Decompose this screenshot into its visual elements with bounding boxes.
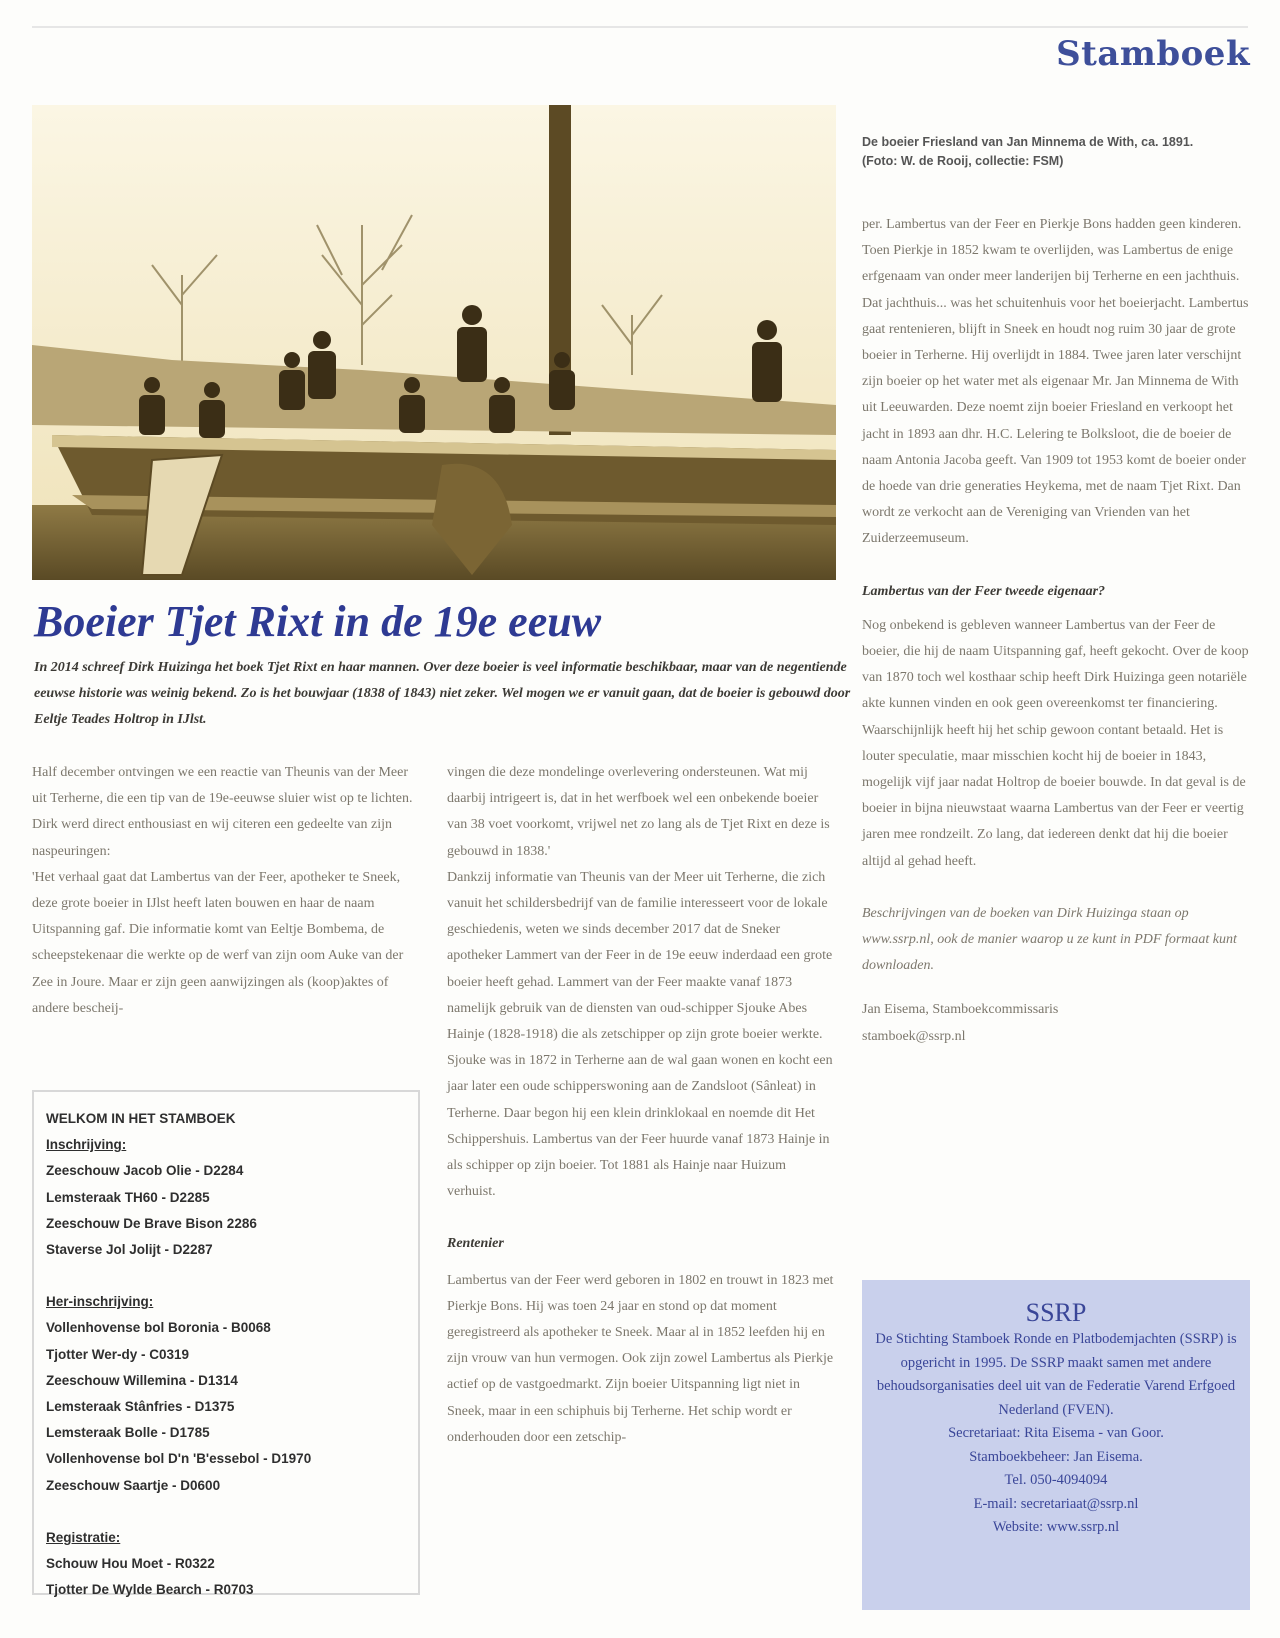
paragraph: vingen die deze mondelinge overlevering ondersteunen. Wat mij daarbij intrigeert is, dat in het werfboek wel een onbekende boeier van 38 voet voorkomt, vrijwel net zo lang als de Tjet Rixt en deze is gebouwd in 1838.' xyxy=(447,765,830,859)
author-name: Jan Eisema, Stamboekcommissaris xyxy=(862,1002,1059,1018)
paragraph: Lambertus van der Feer werd geboren in 1802 en trouwt in 1823 met Pierkje Bons. Hij was toen 24 jaar en stond op dat moment geregistreerd als apotheker te Sneek. Maar al in 1852 leefden hij en zijn vrouw van hun vermogen. Ook zijn zowel Lambertus als Pierkje actief op de vastgoedmarkt. Zijn boeier Uitspanning ligt niet in Sneek, maar in een schiphuis bij Terherne. Het schip wordt er onderhouden door een zetschip- xyxy=(447,1272,834,1445)
list-item: Lemsteraak Stânfries - D1375 xyxy=(46,1399,235,1415)
photo-caption: De boeier Friesland van Jan Minnema de With, ca. 1891. (Foto: W. de Rooij, collectie: FSM) xyxy=(862,135,1194,168)
paragraph: Nog onbekend is gebleven wanneer Lambertus van der Feer de boeier, die hij de naam Uitspanning gaf, heeft gekocht. Over de koop van 1870 toch wel kosthaar schip heeft Dirk Huizinga geen notariële akte kunnen vinden en ook geen overeenkomst ter financiering. Waarschijnlijk heeft hij het schip gewoon contant betaald. Het is louter speculatie, maar misschien kocht hij de boeier in 1843, mogelijk vijf jaar nadat Holtrop de boeier bouwde. In dat geval is de boeier in bijna nieuwstaat waarna Lambertus van der Feer er veertig jaren mee rondzeilt. Zo lang, dat iedereen denkt dat hij die boeier altijd al gehad heeft. xyxy=(862,617,1249,869)
list-item: Vollenhovense bol D'n 'B'essebol - D1970 xyxy=(46,1451,312,1467)
ssrp-website-link[interactable]: Website: www.ssrp.nl xyxy=(992,1519,1120,1535)
list-item: Zeeschouw Jacob Olie - D2284 xyxy=(46,1163,244,1179)
ssrp-phone: Tel. 050-4094094 xyxy=(1004,1472,1108,1488)
section-heading-inschrijving: Inschrijving: xyxy=(46,1137,127,1153)
list-item: Lemsteraak Bolle - D1785 xyxy=(46,1425,210,1441)
article-column-1 xyxy=(32,760,417,1022)
ssrp-email-link[interactable]: E-mail: secretariaat@ssrp.nl xyxy=(973,1495,1139,1512)
books-note: Beschrijvingen van de boeken van Dirk Huizinga staan op www.ssrp.nl, ook de manier waarop u ze kunt in PDF formaat kunt downloaden. xyxy=(862,905,1237,974)
ssrp-secretariat: Secretariaat: Rita Eisema - van Goor. xyxy=(948,1425,1164,1441)
welcome-stamboek-box xyxy=(32,1090,420,1598)
article-lead: In 2014 schreef Dirk Huizinga het boek Tjet Rixt en haar mannen. Over deze boeier is veel informatie beschikbaar, maar van de negentiende eeuwse historie was weinig bekend. Zo is het bouwjaar (1838 of 1843) niet zeker. Wel mogen we er vanuit gaan, dat de boeier is gebouwd door Eeltje Teades Holtrop in IJlst. xyxy=(34,660,851,727)
top-rule xyxy=(32,26,1248,28)
list-item: Schouw Hou Moet - R0322 xyxy=(46,1556,215,1572)
paragraph: per. Lambertus van der Feer en Pierkje Bons hadden geen kinderen. Toen Pierkje in 1852 kwam te overlijden, was Lambertus de enige erfgenaam van onder meer landerijen bij Terherne en een jachthuis. Dat jachthuis... was het schuitenhuis voor het boeierjacht. Lambertus gaat rentenieren, blijft in Sneek en houdt nog ruim 30 jaar de grote boeier in Terherne. Hij overlijdt in 1884. Twee jaren later verschijnt zijn boeier op het water met als eigenaar Mr. Jan Minnema de With uit Leeuwarden. Deze noemt zijn boeier Friesland en verkoopt het jacht in 1893 aan dhr. H.C. Lelering te Bolksloot, die de boeier de naam Antonia Jacoba geeft. Van 1909 tot 1953 komt de boeier onder de hoede van drie generaties Heykema, met de naam Tjet Rixt. Dan wordt ze verkocht aan de Vereniging van Vrienden van het Zuiderzeemuseum. xyxy=(862,217,1249,547)
section-title: Stamboek xyxy=(1056,34,1250,74)
section-heading-registratie: Registratie: xyxy=(46,1529,121,1545)
list-item: Lemsteraak TH60 - D2285 xyxy=(46,1189,210,1205)
list-item: Zeeschouw Saartje - D0600 xyxy=(46,1477,221,1493)
article-title: Boeier Tjet Rixt in de 19e eeuw xyxy=(34,597,602,646)
list-item: Zeeschouw Willemina - D1314 xyxy=(46,1372,238,1388)
article-column-3 xyxy=(862,212,1250,1050)
list-item: Zeeschouw De Brave Bison 2286 xyxy=(46,1215,257,1231)
boeier-photo xyxy=(32,105,836,580)
paragraph: Dankzij informatie van Theunis van der Meer uit Terherne, die zich vanuit het schildersbedrijf van de familie interesseert voor de lokale geschiedenis, weten we sinds december 2017 dat de Sneker apotheker Lammert van der Feer in de 19e eeuw inderdaad een grote boeier heeft gehad. Lammert van der Feer maakte vanaf 1873 namelijk gebruik van de diensten van oud-schipper Sjouke Abes Hainje (1828-1918) die als zetschipper op zijn grote boeier werkte. Sjouke was in 1872 in Terherne aan de wal gaan wonen en kocht een jaar later een oude schipperswoning aan de Zandsloot (Sânleat) in Terherne. Daar begon hij een klein drinklokaal en noemde dit Het Schippershuis. Lambertus van der Feer huurde vanaf 1873 Hainje in als schipper op zijn boeier. Tot 1881 als Hainje naar Huizum verhuist. xyxy=(447,869,833,1200)
author-email: stamboek@ssrp.nl xyxy=(862,1028,966,1044)
paragraph: Half december ontvingen we een reactie van Theunis van der Meer uit Terherne, die een tip van de 19e-eeuwse sluier wist op te lichten. Dirk werd direct enthousiast en wij citeren een gedeelte van zijn naspeuringen: xyxy=(32,765,413,859)
ssrp-info-box xyxy=(862,1280,1250,1610)
paragraph: 'Het verhaal gaat dat Lambertus van der Feer, apotheker te Sneek, deze grote boeier in IJlst heeft laten bouwen en haar de naam Uitspanning gaf. Die informatie komt van Eeltje Bombema, de scheepstekenaar die werkte op de werf van zijn oom Auke van der Zee in Joure. Maar er zijn geen aanwijzingen als (koop)aktes of andere bescheij- xyxy=(32,869,404,1016)
ssrp-description: De Stichting Stamboek Ronde en Platbodemjachten (SSRP) is opgericht in 1995. De SSRP maakt samen met andere behoudsorganisaties deel uit van de Federatie Varend Erfgoed Nederland (FVEN). xyxy=(875,1331,1237,1418)
list-item: Vollenhovense bol Boronia - B0068 xyxy=(46,1320,271,1336)
article-column-2 xyxy=(447,760,835,1451)
welcome-box-title: WELKOM IN HET STAMBOEK xyxy=(46,1111,236,1126)
subheading-tweede-eigenaar: Lambertus van der Feer tweede eigenaar? xyxy=(862,583,1106,599)
list-item: Staverse Jol Jolijt - D2287 xyxy=(46,1242,213,1258)
ssrp-title: SSRP xyxy=(1025,1298,1087,1327)
section-heading-her-inschrijving: Her-inschrijving: xyxy=(46,1294,154,1310)
list-item: Tjotter De Wylde Bearch - R0703 xyxy=(46,1582,254,1598)
list-item: Tjotter Wer-dy - C0319 xyxy=(46,1346,190,1362)
ssrp-registrar: Stamboekbeheer: Jan Eisema. xyxy=(969,1448,1143,1465)
subheading-rentenier: Rentenier xyxy=(447,1236,504,1252)
